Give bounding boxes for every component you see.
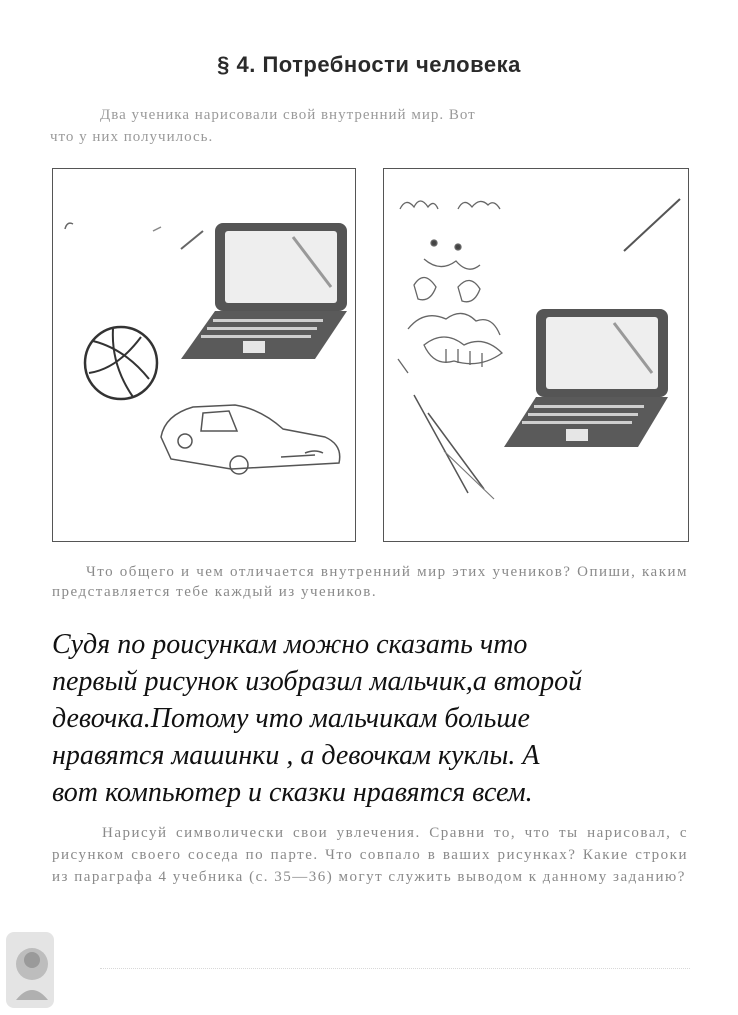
sketch-mark [428, 413, 484, 489]
page-corner-icon [4, 930, 56, 1010]
answer-line: Судя по роисункам можно сказать что [52, 629, 528, 660]
sketch-mark [65, 223, 73, 229]
answer-line: вот компьютер и сказки нравятся всем. [52, 777, 533, 808]
answer-line: девочка.Потому что мальчикам больше [52, 703, 530, 734]
sketch-mark [624, 199, 680, 251]
question-paragraph [52, 562, 688, 602]
laptop-icon [504, 309, 668, 447]
sketch-mark [153, 227, 161, 231]
intro-paragraph [50, 104, 690, 148]
sketch-mark [414, 395, 468, 493]
drawing-girl [383, 168, 689, 542]
drawing-boy [52, 168, 356, 542]
answer-line: нравятся машинки , а девочкам куклы. А [52, 740, 540, 771]
section-title: § 4. Потребности человека [217, 52, 521, 77]
sketch-mark [444, 451, 494, 499]
task-paragraph [52, 822, 688, 888]
answer-line: первый рисунок изобразил мальчик,а второй [52, 666, 583, 697]
intro-line-1: Два ученика нарисовали свой внутренний мир. Вот [100, 107, 476, 123]
ball-icon [85, 327, 157, 399]
drawing-boy-illustration [53, 169, 355, 541]
handwritten-answer [52, 626, 712, 811]
question-text: Что общего и чем отличается внутренний мир этих учеников? Опиши, каким представляется тебе каждый из учеников. [52, 564, 688, 600]
divider [100, 968, 690, 970]
fairy-tale-doodle [398, 201, 502, 373]
sketch-mark [181, 231, 203, 249]
task-text: Нарисуй символически свои увлечения. Сравни то, что ты нарисовал, с рисунком своего соседа по парте. Что совпало в ваших рисунках? Какие строки из параграфа 4 учебника (с. 35—36) могут служить выводом к данному заданию? [52, 825, 688, 885]
laptop-icon [181, 223, 347, 359]
car-icon [161, 405, 340, 474]
drawing-girl-illustration [384, 169, 688, 541]
intro-line-2: что у них получилось. [50, 129, 214, 145]
